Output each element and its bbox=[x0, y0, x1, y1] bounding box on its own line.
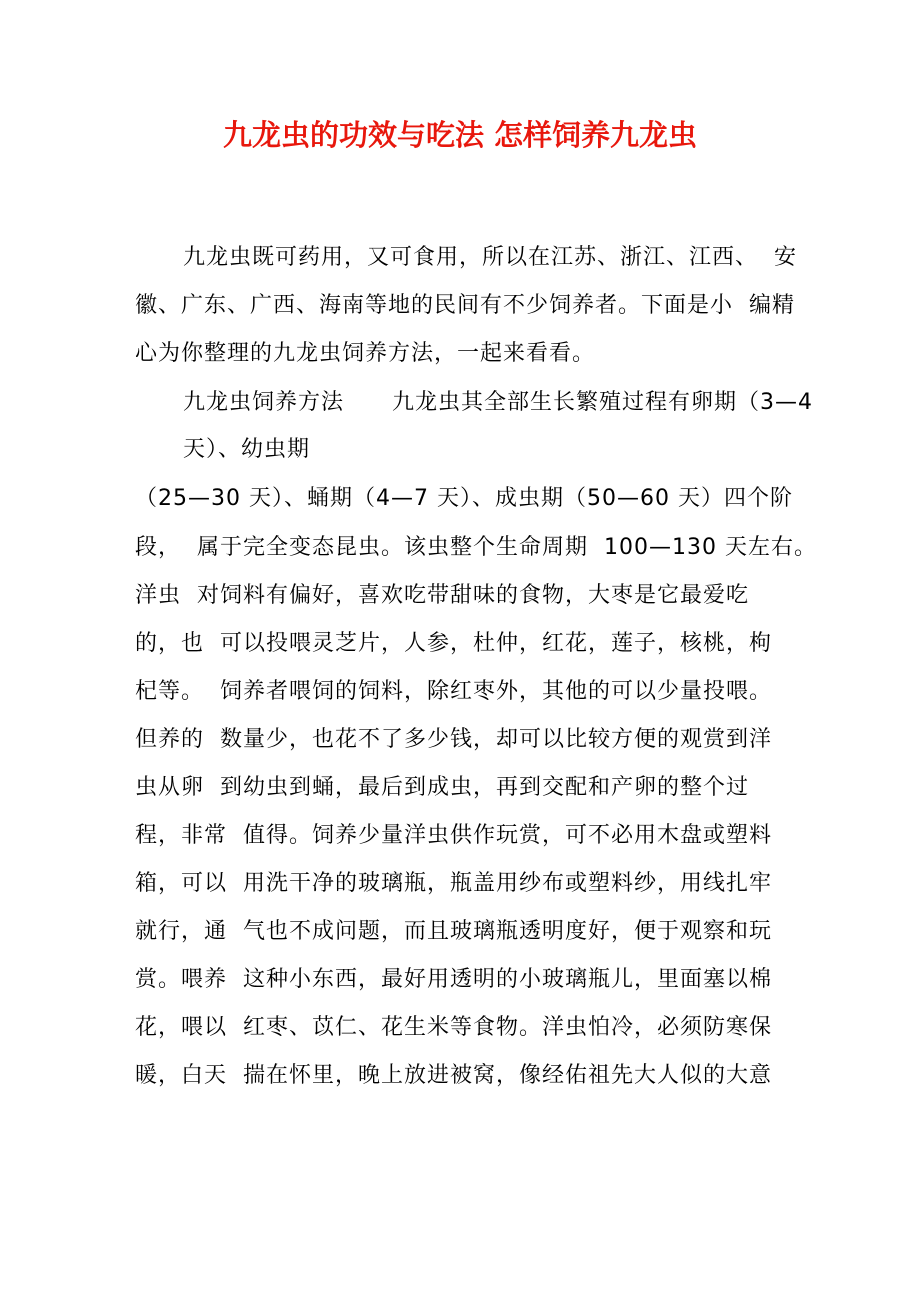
body-line: （25—30 天）、蛹期（4—7 天）、成虫期（50—60 天）四个阶 bbox=[135, 486, 793, 511]
body-line: 箱，可以 用洗干净的玻璃瓶，瓶盖用纱布或塑料纱，用线扎牢 bbox=[135, 871, 772, 896]
body-line: 赏。喂养 这种小东西，最好用透明的小玻璃瓶儿，里面塞以棉 bbox=[135, 967, 772, 992]
body-line: 九龙虫饲养方法 九龙虫其全部生长繁殖过程有卵期（3—4 bbox=[183, 390, 813, 415]
body-line: 花，喂以 红枣、苡仁、花生米等食物。洋虫怕冷，必须防寒保 bbox=[135, 1015, 772, 1040]
body-line: 天）、幼虫期 bbox=[183, 437, 311, 462]
body-line: 九龙虫既可药用，又可食用，所以在江苏、浙江、江西、 安 bbox=[183, 245, 797, 270]
document-title: 九龙虫的功效与吃法 怎样饲养九龙虫 bbox=[222, 118, 698, 152]
body-line: 杞等。 饲养者喂饲的饲料，除红枣外，其他的可以少量投喂。 bbox=[135, 679, 772, 704]
body-line: 洋虫 对饲料有偏好，喜欢吃带甜味的食物，大枣是它最爱吃 bbox=[135, 583, 749, 608]
body-line: 心为你整理的九龙虫饲养方法，一起来看看。 bbox=[135, 341, 596, 366]
body-line: 但养的 数量少，也花不了多少钱，却可以比较方便的观赏到洋 bbox=[135, 727, 772, 752]
body-line: 就行，通 气也不成问题，而且玻璃瓶透明度好，便于观察和玩 bbox=[135, 919, 772, 944]
body-line: 段， 属于完全变态昆虫。该虫整个生命周期 100—130 天左右。 bbox=[135, 535, 817, 560]
body-line: 徽、广东、广西、海南等地的民间有不少饲养者。下面是小 编精 bbox=[135, 293, 795, 318]
body-line: 暖，白天 揣在怀里，晚上放进被窝，像经佑祖先大人似的大意 bbox=[135, 1063, 772, 1088]
body-line: 的，也 可以投喂灵芝片，人参，杜仲，红花，莲子，核桃，枸 bbox=[135, 631, 772, 656]
body-line: 程，非常 值得。饲养少量洋虫供作玩赏，可不必用木盘或塑料 bbox=[135, 823, 772, 848]
body-line: 虫从卵 到幼虫到蛹，最后到成虫，再到交配和产卵的整个过 bbox=[135, 775, 749, 800]
